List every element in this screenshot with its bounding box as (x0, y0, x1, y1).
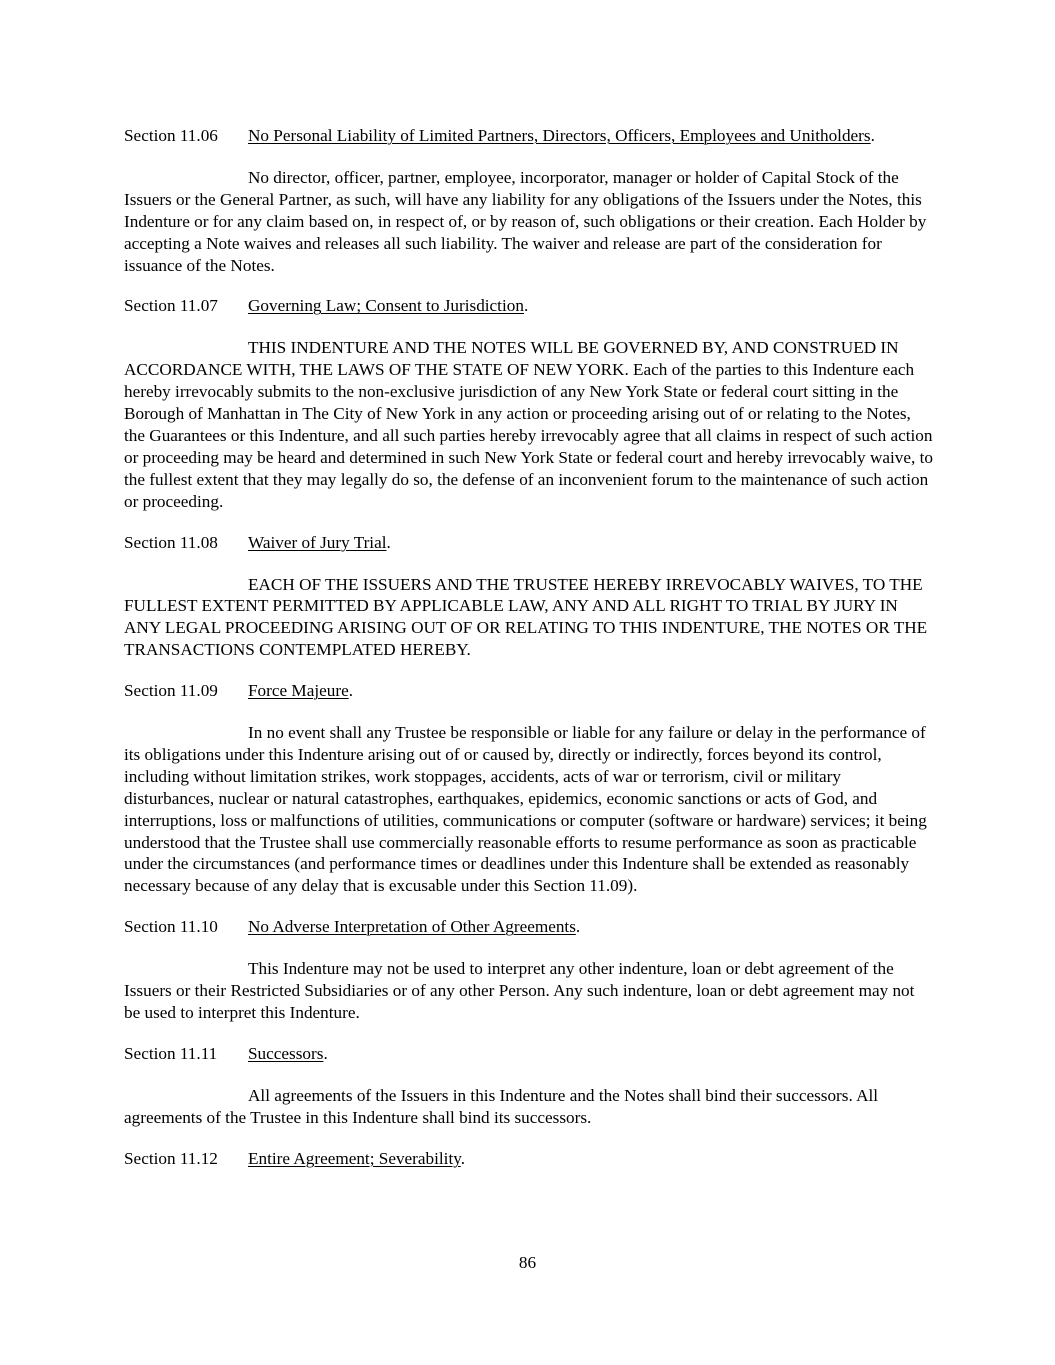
section-heading-11-09: Section 11.09 Force Majeure. (124, 681, 353, 701)
section-heading-11-11: Section 11.11 Successors. (124, 1043, 328, 1063)
section-title: Force Majeure (248, 681, 349, 701)
section-number: Section 11.10 (124, 917, 218, 937)
section-title: No Personal Liability of Limited Partners, Directors, Officers, Employees and Unitholders (248, 126, 871, 145)
section-heading-11-10: Section 11.10 No Adverse Interpretation of Other Agreements. (124, 917, 581, 937)
section-number: Section 11.06 (124, 126, 218, 145)
section-number: Section 11.08 (124, 532, 218, 552)
section-body-11-10: This Indenture may not be used to interpret any other indenture, loan or debt agreement of the Issuers or their Restricted Subsidiaries or of any other Person. Any such indenture, loan or debt agreement may not be used to interpret this Indenture. (124, 959, 915, 1022)
section-number: Section 11.07 (124, 296, 218, 316)
section-heading-11-08: Section 11.08 Waiver of Jury Trial. (124, 532, 391, 552)
document-page (124, 125, 934, 1170)
section-body-11-07: THIS INDENTURE AND THE NOTES WILL BE GOVERNED BY, AND CONSTRUED IN ACCORDANCE WITH, THE LAWS OF THE STATE OF NEW YORK. Each of the parties to this Indenture each hereby irrevocably submits to the non-exclusive jurisdiction of any New York State or federal court sitting in the Borough of Manhattan in The City of New York in any action or proceeding arising out of or relating to the Notes, the Guarantees or this Indenture, and all such parties hereby irrevocably agree that all claims in respect of such action or proceeding may be heard and determined in such New York State or federal court and hereby irrevocably waive, to the fullest extent that they may legally do so, the defense of an inconvenient forum to the maintenance of such action or proceeding. (124, 338, 933, 511)
section-heading-11-12: Section 11.12 Entire Agreement; Severability. (124, 1148, 465, 1168)
section-heading-11-06: Section 11.06 No Personal Liability of Limited Partners, Directors, Officers, Employees and Unitholders. (124, 126, 875, 145)
section-body-11-08: EACH OF THE ISSUERS AND THE TRUSTEE HEREBY IRREVOCABLY WAIVES, TO THE FULLEST EXTENT PERMITTED BY APPLICABLE LAW, ANY AND ALL RIGHT TO TRIAL BY JURY IN ANY LEGAL PROCEEDING ARISING OUT OF OR RELATING TO THIS INDENTURE, THE NOTES OR THE TRANSACTIONS CONTEMPLATED HEREBY. (124, 574, 928, 660)
section-body-11-11: All agreements of the Issuers in this Indenture and the Notes shall bind their successors. All agreements of the Trustee in this Indenture shall bind its successors. (124, 1085, 879, 1127)
section-heading-11-07: Section 11.07 Governing Law; Consent to Jurisdiction. (124, 296, 529, 316)
section-title: Entire Agreement; Severability (248, 1148, 461, 1168)
section-number: Section 11.12 (124, 1148, 218, 1168)
page-number: 86 (518, 1253, 537, 1272)
section-body-11-09: In no event shall any Trustee be responsible or liable for any failure or delay in the performance of its obligations under this Indenture arising out of or caused by, directly or indirectly, forces beyond its control, including without limitation strikes, work stoppages, accidents, acts of war or terrorism, civil or military disturbances, nuclear or natural catastrophes, earthquakes, epidemics, economic sanctions or acts of God, and interruptions, loss or malfunctions of utilities, communications or computer (software or hardware) services; it being understood that the Trustee shall use commercially reasonable efforts to resume performance as soon as practicable under the circumstances (and performance times or deadlines under this Indenture shall be extended as reasonably necessary because of any delay that is excusable under this Section 11.09). (124, 723, 927, 896)
section-number: Section 11.09 (124, 681, 218, 701)
section-title: Successors (248, 1043, 324, 1063)
section-title: No Adverse Interpretation of Other Agreements (248, 917, 576, 937)
section-title: Governing Law; Consent to Jurisdiction (248, 296, 524, 316)
section-body-11-06: No director, officer, partner, employee, incorporator, manager or holder of Capital Stock of the Issuers or the General Partner, as such, will have any liability for any obligations of the Issuers under the Notes, this Indenture or for any claim based on, in respect of, or by reason of, such obligations or their creation. Each Holder by accepting a Note waives and releases all such liability. The waiver and release are part of the consideration for issuance of the Notes. (124, 167, 927, 275)
section-number: Section 11.11 (124, 1043, 218, 1063)
section-title: Waiver of Jury Trial (248, 532, 387, 552)
